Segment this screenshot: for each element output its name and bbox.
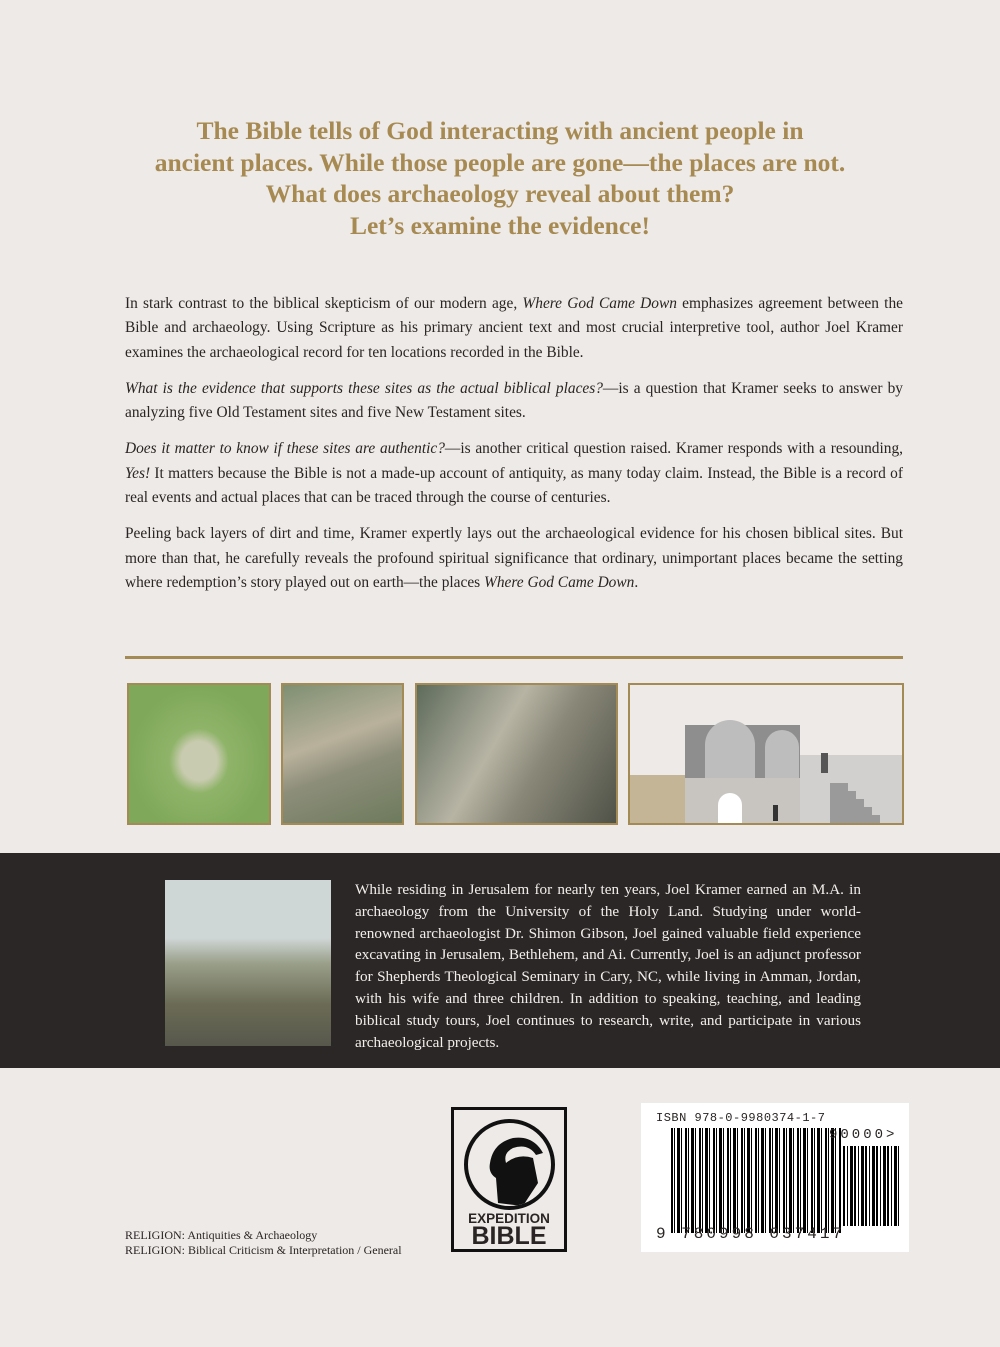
headline bbox=[100, 115, 900, 241]
paragraph bbox=[125, 377, 903, 426]
excavation-photo bbox=[415, 683, 618, 825]
headline-line: What does archaeology reveal about them? bbox=[265, 179, 735, 208]
description bbox=[125, 292, 903, 607]
question: Does it matter to know if these sites are authentic? bbox=[125, 440, 445, 458]
logo-text: EXPEDITION bbox=[468, 1211, 550, 1226]
barcode-bars bbox=[671, 1128, 841, 1233]
price-code: 90000> bbox=[829, 1127, 898, 1143]
text: emphasizes agreement between the Bible and archaeology. Using Scripture as his primary ancient text and most crucial interpretive tool, author Joel Kramer examines the archaeological record for ten locations recorded in the Bible. bbox=[125, 295, 903, 361]
aerial-city-photo bbox=[281, 683, 404, 825]
text: Peeling back layers of dirt and time, Kramer expertly lays out the archaeological evidence for his chosen biblical sites. But more than that, he carefully reveals the profound spiritual significance that ordinary, unimportant places became the setting where redemption’s story played out on earth—the places bbox=[125, 525, 903, 591]
logo-text: BIBLE bbox=[471, 1222, 547, 1250]
book-title: Where God Came Down bbox=[484, 573, 635, 591]
paragraph bbox=[125, 437, 903, 510]
paragraph bbox=[125, 522, 903, 595]
text: In stark contrast to the biblical skepticism of our modern age, bbox=[125, 295, 523, 312]
church-cross-section-illustration bbox=[628, 683, 904, 825]
divider bbox=[125, 656, 903, 659]
text: —is a question that Kramer seeks to answer by analyzing five Old Testament sites and five New Testament sites. bbox=[125, 379, 903, 422]
headline-line: The Bible tells of God interacting with ancient people in bbox=[196, 116, 804, 145]
paragraph bbox=[125, 292, 903, 365]
category: RELIGION: Biblical Criticism & Interpretation / General bbox=[125, 1243, 402, 1257]
text: —is another critical question raised. Kramer responds with a resounding, bbox=[444, 440, 903, 458]
text: It matters because the Bible is not a made-up account of antiquity, as many today claim. Instead, the Bible is a record of real events and actual places that can be traced through the course of centuries. bbox=[125, 464, 903, 507]
barcode bbox=[641, 1103, 909, 1252]
bisac-categories bbox=[125, 1228, 402, 1258]
addon-bars bbox=[843, 1146, 899, 1226]
headline-line: Let’s examine the evidence! bbox=[349, 210, 650, 240]
author-photo bbox=[165, 880, 331, 1046]
barcode-digits: 9 780998 037417 bbox=[656, 1225, 846, 1243]
category: RELIGION: Antiquities & Archaeology bbox=[125, 1228, 318, 1242]
author-bio: While residing in Jerusalem for nearly ten years, Joel Kramer earned an M.A. in archaeology from the University of the Holy Land. Studying under world-renowned archaeologist Dr. Shimon Gibson, Joel gained valuable field experience excavating in Jerusalem, Bethlehem, and Ai. Currently, Joel is an adjunct professor for Shepherds Theological Seminary in Cary, NC, while living in Amman, Jordan, with his wife and three children. In addition to speaking, teaching, and leading biblical study tours, Joel continues to research, write, and participate in various archaeological projects. bbox=[355, 881, 861, 1051]
expedition-bible-logo bbox=[451, 1107, 567, 1252]
text: . bbox=[634, 573, 639, 591]
isbn-text: ISBN 978-0-9980374-1-7 bbox=[656, 1111, 826, 1125]
headline-line: ancient places. While those people are gone—the places are not. bbox=[154, 147, 846, 177]
emphasis: Yes! bbox=[125, 464, 151, 482]
question: What is the evidence that supports these sites as the actual biblical places? bbox=[125, 379, 603, 397]
book-title: Where God Came Down bbox=[522, 295, 677, 312]
city-model-photo bbox=[127, 683, 271, 825]
ibex-icon bbox=[464, 1119, 555, 1210]
